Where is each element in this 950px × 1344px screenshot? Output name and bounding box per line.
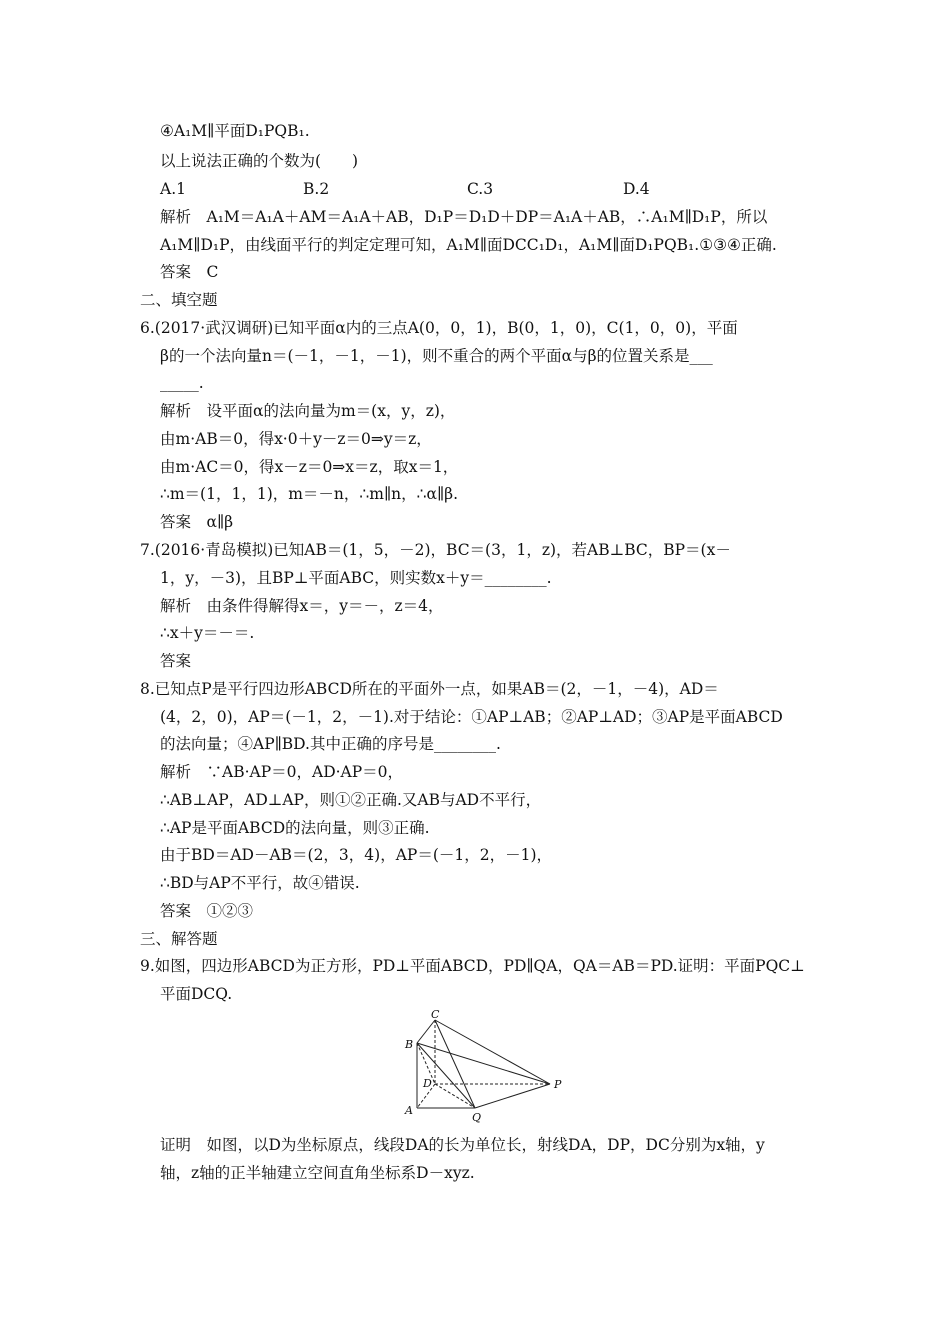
option-c: C.3: [467, 180, 494, 198]
section-solve: 三、解答题: [140, 930, 218, 948]
edge-CQ: [435, 1020, 475, 1108]
question-8-line2: (4，2，0)，AP＝(－1，2，－1).对于结论：①AP⊥AB；②AP⊥AD；③AP是平面ABCD: [160, 708, 783, 726]
question-prompt: 以上说法正确的个数为( ): [160, 152, 359, 170]
pyramid-figure: [395, 1008, 575, 1126]
option-b: B.2: [303, 180, 330, 198]
analysis-8-line2: ∴AB⊥AP，AD⊥AP，则①②正确.又AB与AD不平行，: [160, 791, 542, 809]
analysis-6-line4: ∴m＝(1，1，1)，m＝－n，∴m∥n，∴α∥β.: [160, 485, 458, 503]
analysis-5-line2: A₁M∥D₁P，由线面平行的判定定理可知，A₁M∥面DCC₁D₁，A₁M∥面D₁PQB₁.①③④正确.: [160, 236, 777, 254]
analysis-8-line1: 解析 ∵AB·AP＝0，AD·AP＝0，: [160, 763, 404, 781]
question-6-line2: β的一个法向量n＝(－1，－1，－1)，则不重合的两个平面α与β的位置关系是___: [160, 347, 713, 365]
answer-5: 答案 C: [160, 263, 219, 281]
question-6-line3: _____.: [160, 374, 204, 392]
analysis-6-line3: 由m·AC＝0，得x－z＝0⇒x＝z，取x＝1，: [160, 458, 459, 476]
edge-CP: [435, 1020, 550, 1084]
option-d: D.4: [623, 180, 650, 198]
section-fill-blank: 二、填空题: [140, 291, 218, 309]
label-D: D: [423, 1077, 432, 1090]
label-C: C: [431, 1008, 440, 1021]
proof-9-line1: 证明 如图，以D为坐标原点，线段DA的长为单位长，射线DA，DP，DC分别为x轴，y: [160, 1136, 765, 1154]
question-9-line1: 9.如图，四边形ABCD为正方形，PD⊥平面ABCD，PD∥QA，QA＝AB＝PD.证明：平面PQC⊥: [140, 957, 805, 975]
edge-BQ: [417, 1043, 475, 1108]
edge-CB: [417, 1020, 435, 1043]
label-P: P: [554, 1078, 562, 1091]
answer-6: 答案 α∥β: [160, 513, 234, 531]
edge-QP: [475, 1084, 550, 1108]
question-9-line2: 平面DCQ.: [160, 985, 233, 1003]
option-a: A.1: [160, 180, 186, 198]
analysis-8-line3: ∴AP是平面ABCD的法向量，则③正确.: [160, 819, 430, 837]
label-B: B: [405, 1038, 414, 1051]
analysis-7-line1: 解析 由条件得解得x＝，y＝－，z＝4，: [160, 597, 444, 615]
statement-4: ④A₁M∥平面D₁PQB₁.: [160, 122, 310, 140]
analysis-6-line1: 解析 设平面α的法向量为m＝(x，y，z)，: [160, 402, 456, 420]
analysis-8-line5: ∴BD与AP不平行，故④错误.: [160, 874, 360, 892]
analysis-6-line2: 由m·AB＝0，得x·0＋y－z＝0⇒y＝z，: [160, 430, 432, 448]
question-7-line2: 1，y，－3)，且BP⊥平面ABC，则实数x＋y＝________.: [160, 569, 552, 587]
answer-7: 答案: [160, 652, 192, 670]
question-8-line1: 8.已知点P是平行四边形ABCD所在的平面外一点，如果AB＝(2，－1，－4)，AD＝: [140, 680, 719, 698]
label-A: A: [405, 1104, 413, 1117]
proof-9-line2: 轴，z轴的正半轴建立空间直角坐标系D－xyz.: [160, 1164, 475, 1182]
question-7-line1: 7.(2016·青岛模拟)已知AB＝(1，5，－2)，BC＝(3，1，z)，若AB⊥BC，BP＝(x－: [140, 541, 731, 559]
question-8-line3: 的法向量；④AP∥BD.其中正确的序号是________.: [160, 735, 501, 753]
analysis-7-line2: ∴x＋y＝－＝.: [160, 624, 255, 642]
question-6-line1: 6.(2017·武汉调研)已知平面α内的三点A(0，0，1)，B(0，1，0)，C(1，0，0)，平面: [140, 319, 738, 337]
analysis-8-line4: 由于BD＝AD－AB＝(2，3，4)，AP＝(－1，2，－1)，: [160, 846, 553, 864]
answer-8: 答案 ①②③: [160, 902, 254, 920]
label-Q: Q: [472, 1111, 482, 1124]
edge-BP: [417, 1043, 550, 1084]
analysis-5-line1: 解析 A₁M＝A₁A＋AM＝A₁A＋AB，D₁P＝D₁D＋DP＝A₁A＋AB，∴A₁M∥D₁P，所以: [160, 208, 768, 226]
